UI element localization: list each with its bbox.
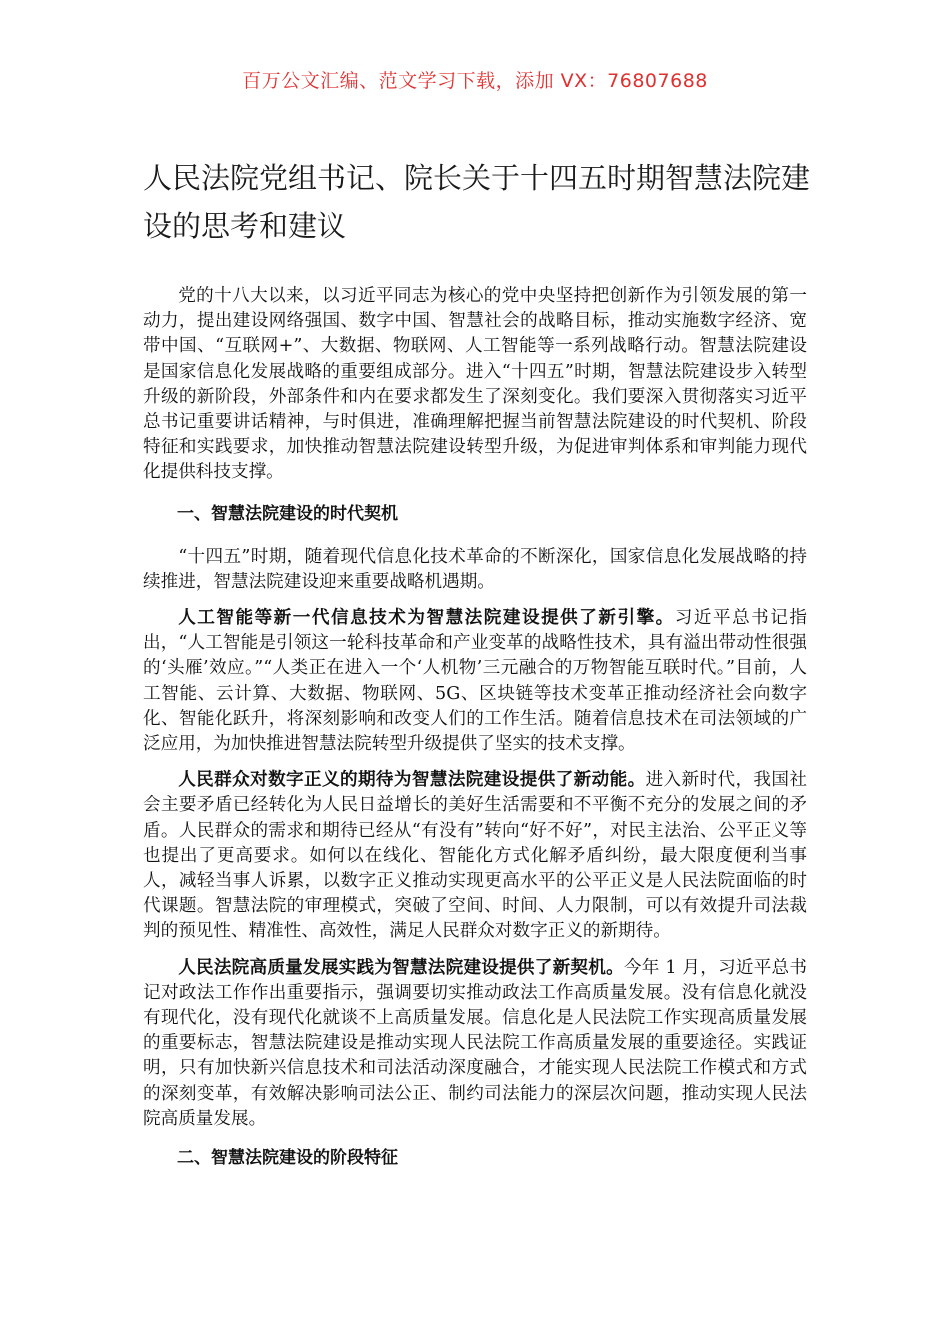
intro-paragraph: 党的十八大以来，以习近平同志为核心的党中央坚持把创新作为引领发展的第一动力，提出建设网络强国、数字中国、智慧社会的战略目标，推动实施数字经济、宽带中国、“互联网+”、大数据、物联网、人工智能等一系列战略行动。智慧法院建设是国家信息化发展战略的重要组成部分。进入“十四五”时期，智慧法院建设步入转型升级的新阶段，外部条件和内在要求都发生了深刻变化。我们要深入贯彻落实习近平总书记重要讲话精神，与时俱进，准确理解把握当前智慧法院建设的时代契机、阶段特征和实践要求，加快推动智慧法院建设转型升级，为促进审判体系和审判能力现代化提供科技支撑。 [143, 286, 807, 483]
section-1-paragraph-3 [143, 956, 807, 1132]
document-body [143, 284, 807, 1189]
section-2-heading: 二、智慧法院建设的阶段特征 [177, 1148, 398, 1169]
paragraph-text: 习近平总书记指出，“人工智能是引领这一轮科技革命和产业变革的战略性技术，具有溢出带动性很强的‘头雁’效应。”“人类正在进入一个‘人机物’三元融合的万物智能互联时代。”目前，人工智能、云计算、大数据、物联网、5G、区块链等技术变革正推动经济社会向数字化、智能化跃升，将深刻影响和改变人们的工作生活。随着信息技术在司法领域的广泛应用，为加快推进智慧法院转型升级提供了坚实的技术支撑。 [143, 608, 807, 755]
section-1-heading: 一、智慧法院建设的时代契机 [177, 503, 398, 524]
paragraph-text: 今年 1 月，习近平总书记对政法工作作出重要指示，强调要切实推动政法工作高质量发展。没有信息化就没有现代化，没有现代化就谈不上高质量发展。信息化是人民法院工作实现高质量发展的重要标志，智慧法院建设是推动实现人民法院工作高质量发展的重要途径。实践证明，只有加快新兴信息技术和司法活动深度融合，才能实现人民法院工作模式和方式的深刻变革，有效解决影响司法公正、制约司法能力的深层次问题，推动实现人民法院高质量发展。 [143, 957, 807, 1129]
paragraph-text: 进入新时代，我国社会主要矛盾已经转化为人民日益增长的美好生活需要和不平衡不充分的发展之间的矛盾。人民群众的需求和期待已经从“有没有”转向“好不好”，对民主法治、公平正义等也提出了更高要求。如何以在线化、智能化方式化解矛盾纠纷，最大限度便利当事人，减轻当事人诉累，以数字正义推动实现更高水平的公平正义是人民法院面临的时代课题。智慧法院的审理模式，突破了空间、时间、人力限制，可以有效提升司法裁判的预见性、精准性、高效性，满足人民群众对数字正义的新期待。 [143, 770, 807, 942]
section-1-paragraph-1 [143, 606, 807, 757]
paragraph-lead: 人民法院高质量发展实践为智慧法院建设提供了新契机。 [178, 957, 624, 978]
section-1-intro: “十四五”时期，随着现代信息化技术革命的不断深化，国家信息化发展战略的持续推进，智慧法院建设迎来重要战略机遇期。 [143, 546, 807, 592]
paragraph-lead: 人工智能等新一代信息技术为智慧法院建设提供了新引擎。 [178, 608, 675, 629]
document-title: 人民法院党组书记、院长关于十四五时期智慧法院建设的思考和建议 [143, 161, 811, 243]
header-banner: 百万公文汇编、范文学习下载，添加 VX：76807688 [242, 70, 708, 92]
section-1-paragraph-2 [143, 768, 807, 944]
paragraph-lead: 人民群众对数字正义的期待为智慧法院建设提供了新动能。 [178, 770, 646, 791]
